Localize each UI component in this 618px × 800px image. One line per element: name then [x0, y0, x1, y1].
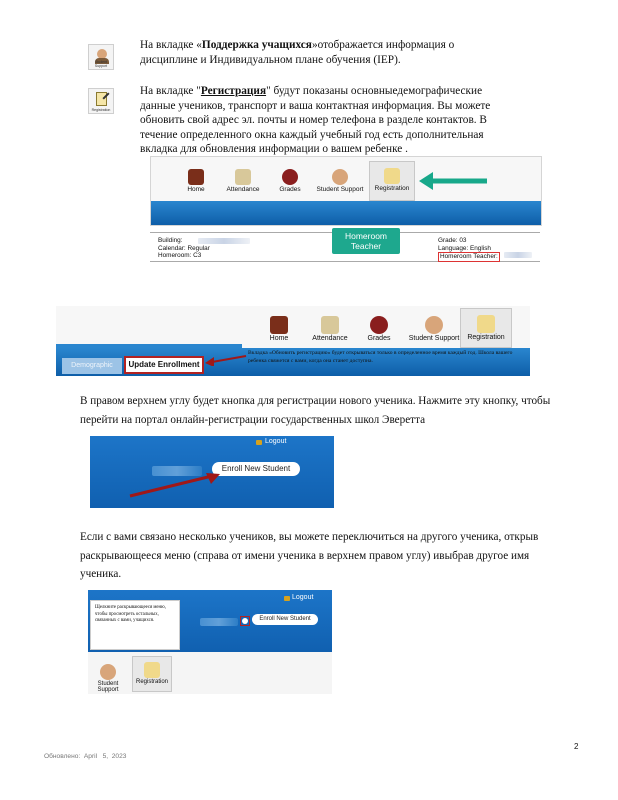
lock-icon: [284, 596, 290, 601]
student-dropdown-icon[interactable]: [240, 616, 250, 626]
grades-icon: [282, 169, 298, 185]
registration-icon: [144, 662, 160, 678]
registration-paragraph: На вкладке "Регистрация" будут показаны основныедемографические данные учеников, транспорт и ваша контактная информация. Вы можете обновить свой адрес эл. почты и номер телефона в разделе контактов. В течение определенного окна каждый учебный год есть дополнительная вкладка для обновления информации о вашем ребенке .: [140, 85, 491, 155]
switch-student-paragraph: Если с вами связано несколько учеников, вы можете переключиться на другого ученика, открыв раскрывающееся меню (справа от имени ученика в верхнем правом углу) ивыбрав другое имя ученика.: [80, 531, 539, 580]
registration-icon: [384, 168, 400, 184]
logout-link[interactable]: Logout: [265, 438, 287, 445]
nav-screenshot-2: [56, 306, 530, 376]
dropdown-tooltip: Щелкните раскрывающееся меню, чтобы просмотреть остальных, связанных с вами, учащихся.: [90, 600, 180, 650]
attendance-icon: [235, 169, 251, 185]
nav2-grades[interactable]: Grades: [362, 316, 396, 342]
student-support-icon: [425, 316, 443, 334]
home-icon: [188, 169, 204, 185]
enroll-paragraph: В правом верхнем углу будет кнопка для регистрации нового ученика. Нажмите эту кнопку, чтобы перейти на портал онлайн-регистрации государственных школ Эверетта: [80, 395, 551, 426]
nav1-attendance[interactable]: Attendance: [223, 169, 263, 193]
homeroom-teacher-callout: Homeroom Teacher: [332, 228, 400, 254]
arrow-icon: [126, 470, 222, 500]
home-icon: [270, 316, 288, 334]
student-support-icon: [100, 664, 116, 680]
update-enrollment-note: Вкладка «Обновить регистрацию» будет открываться только в определенное время каждый год. Школа вашего ребенка свяжется с вами, когда она станет доступна.: [248, 350, 513, 364]
enroll-screenshot-1: [90, 436, 334, 508]
nav3-student-support[interactable]: Student Support: [88, 664, 128, 693]
homeroom-teacher-highlight: Homeroom Teacher:: [440, 253, 498, 261]
nav2-student-support[interactable]: Student Support: [406, 316, 462, 342]
page-number: 2: [574, 742, 579, 751]
grades-icon: [370, 316, 388, 334]
nav2-registration[interactable]: Registration: [460, 308, 512, 348]
student-support-paragraph: На вкладке «Поддержка учащихся»отображается информация о дисциплине и Индивидуальном плане обучения (IEP).: [140, 39, 455, 66]
enroll-new-student-button[interactable]: Enroll New Student: [212, 462, 300, 476]
enroll-screenshot-2: [88, 590, 332, 694]
arrow-icon: [417, 171, 489, 191]
nav1-student-support[interactable]: Student Support: [315, 169, 365, 193]
registration-icon: Registration: [88, 88, 114, 114]
nav2-home[interactable]: Home: [262, 316, 296, 342]
nav3-registration[interactable]: Registration: [132, 656, 172, 692]
student-support-icon: [332, 169, 348, 185]
nav1-grades[interactable]: Grades: [275, 169, 305, 193]
updated-date: Обновлено: April 5, 2023: [44, 753, 127, 760]
student-info-strip: Building: Calendar: Regular Homeroom: C3 Grade: 03 Language: English Homeroom Teacher:: [150, 232, 540, 262]
nav1-registration[interactable]: Registration: [369, 161, 415, 201]
logout-link[interactable]: Logout: [292, 594, 314, 601]
tab-update-enrollment[interactable]: Update Enrollment: [124, 356, 204, 374]
attendance-icon: [321, 316, 339, 334]
tab-demographic[interactable]: Demographic: [62, 358, 122, 374]
nav-screenshot-1: [150, 156, 542, 226]
registration-icon: [477, 315, 495, 333]
enroll-new-student-button[interactable]: Enroll New Student: [252, 614, 318, 625]
nav2-attendance[interactable]: Attendance: [308, 316, 352, 342]
student-support-icon: Student Support: [88, 44, 114, 70]
arrow-icon: [204, 352, 248, 366]
nav1-home[interactable]: Home: [181, 169, 211, 193]
lock-icon: [256, 440, 262, 445]
